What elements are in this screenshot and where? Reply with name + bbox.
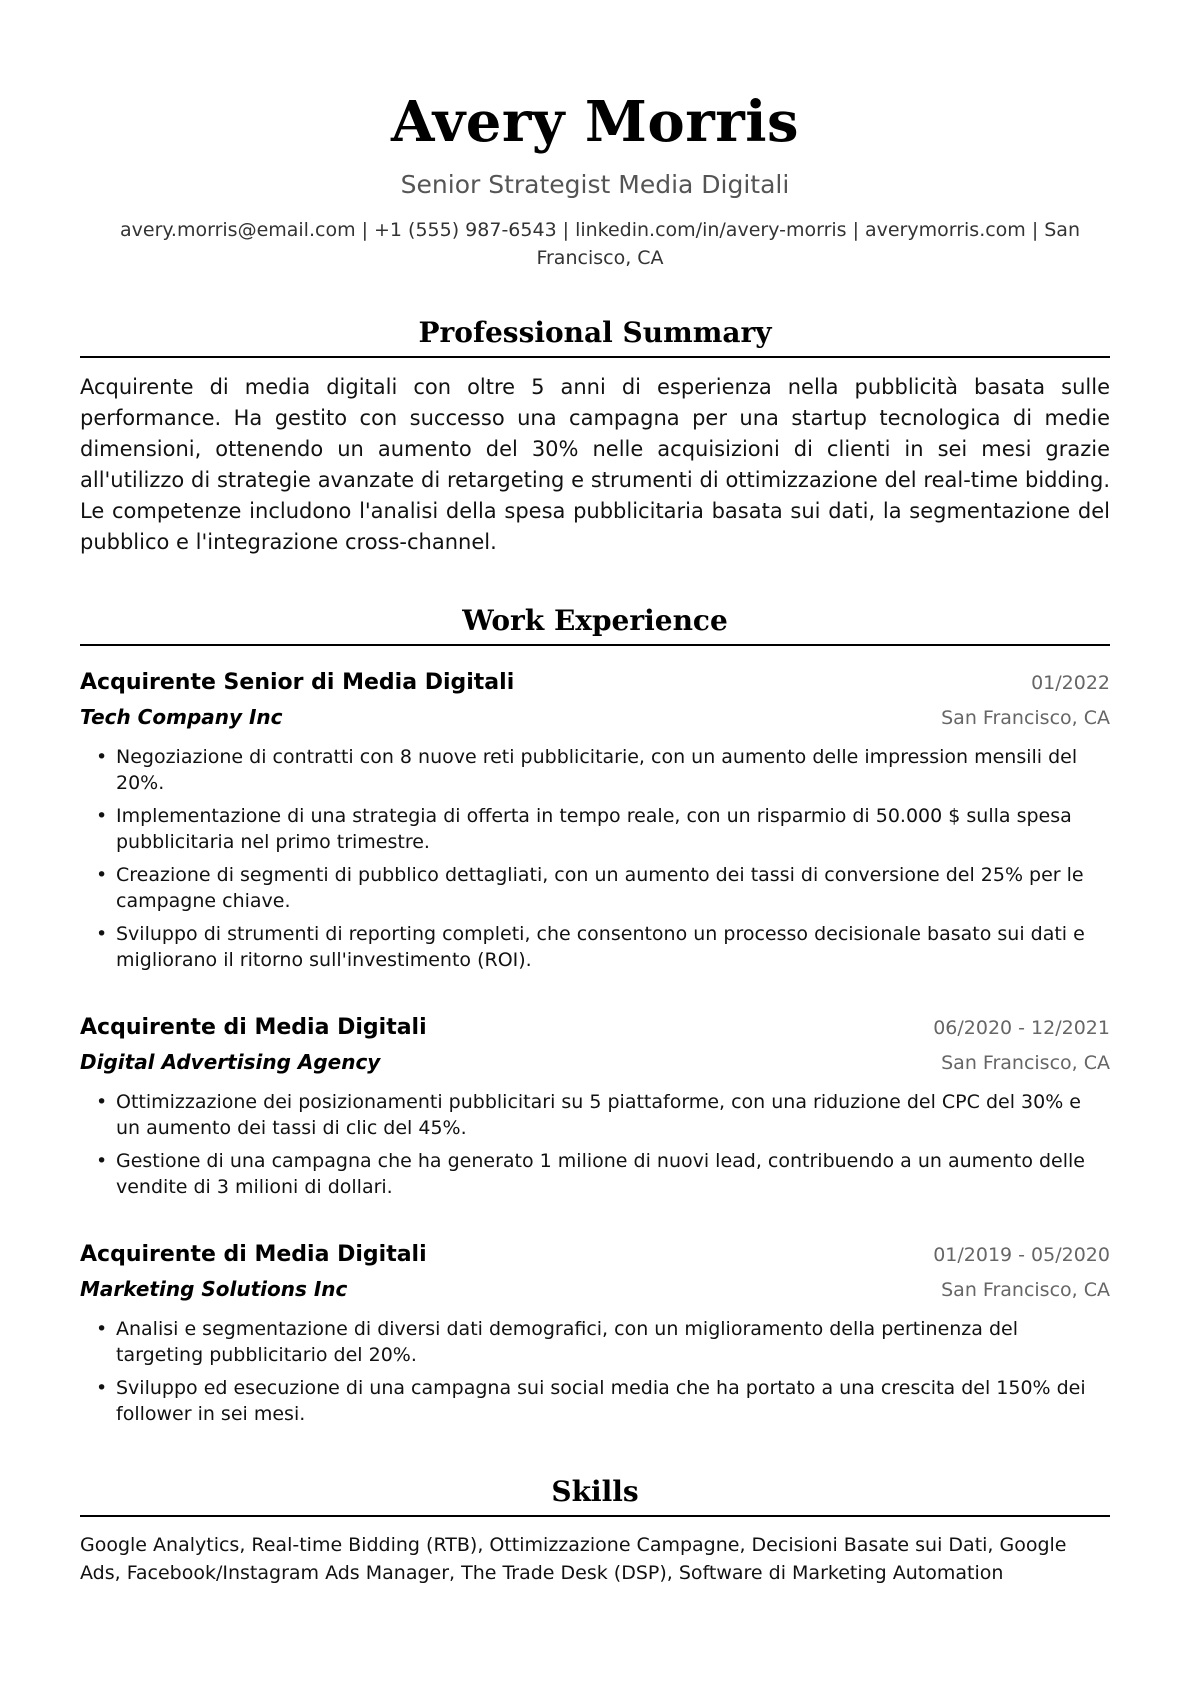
job-bullets [80,1089,1110,1200]
work-experience-section [80,602,1110,1427]
contact-location: San Francisco, CA [536,219,1080,269]
job-bullet: • Negoziazione di contratti con 8 nuove reti pubblicitarie, con un aumento delle impression mensili del 20%. [116,744,1110,796]
job-bullet: • Creazione di segmenti di pubblico dettagliati, con un aumento dei tassi di conversione del 25% per le campagne chiave. [116,862,1110,914]
work-experience-heading: Work Experience [80,602,1110,646]
contact-separator: | [1031,219,1039,241]
skills-text: Google Analytics, Real-time Bidding (RTB), Ottimizzazione Campagne, Decisioni Basate sui Dati, Google Ads, Facebook/Instagram Ads Manager, The Trade Desk (DSP), Software di Marketing Automation [80,1534,1067,1584]
contact-separator: | [852,219,859,241]
summary-heading: Professional Summary [80,314,1110,358]
job-company: Digital Advertising Agency [80,1050,381,1074]
job-date: 01/2022 [1031,672,1110,694]
candidate-name: Avery Morris [390,89,800,155]
summary-text: Acquirente di media digitali con oltre 5 anni di esperienza nella pubblicità basata sulle performance. Ha gestito con successo una campagna per una startup tecnologica di medie dimensioni, ottenendo un aumento del 30% nelle acquisizioni di clienti in sei mesi grazie all'utilizzo di strategie avanzate di retargeting e strumenti di ottimizzazione del real-time bidding. Le competenze includono l'analisi della spesa pubblicitaria basata sui dati, la segmentazione del pubblico e l'integrazione cross-channel. [80,375,1110,554]
job-date: 01/2019 - 05/2020 [933,1244,1110,1266]
job-entry [80,666,1110,973]
job-title: Acquirente di Media Digitali [80,1242,427,1267]
job-bullet: • Implementazione di una strategia di offerta in tempo reale, con un risparmio di 50.000 $ sulla spesa pubblicitaria nel primo trimestre. [116,803,1110,855]
job-bullet: • Gestione di una campagna che ha generato 1 milione di nuovi lead, contribuendo a un aumento delle vendite di 3 milioni di dollari. [116,1148,1110,1200]
job-bullet: • Sviluppo di strumenti di reporting completi, che consentono un processo decisionale basato sui dati e migliorano il ritorno sull'investimento (ROI). [116,921,1110,973]
job-location: San Francisco, CA [941,1052,1110,1074]
job-location: San Francisco, CA [941,707,1110,729]
job-bullet: • Ottimizzazione dei posizionamenti pubblicitari su 5 piattaforme, con una riduzione del CPC del 30% e un aumento dei tassi di clic del 45%. [116,1089,1110,1141]
skills-heading: Skills [80,1473,1110,1517]
job-bullets [80,744,1110,973]
contact-separator: | [361,219,368,241]
job-company: Tech Company Inc [80,705,283,729]
contact-linkedin[interactable]: linkedin.com/in/avery-morris [575,219,847,241]
job-title: Acquirente di Media Digitali [80,1015,427,1040]
candidate-title: Senior Strategist Media Digitali [400,170,790,199]
summary-section [80,314,1110,558]
job-entry [80,1238,1110,1427]
job-location: San Francisco, CA [941,1279,1110,1301]
contact-separator: | [562,219,570,241]
job-company: Marketing Solutions Inc [80,1277,348,1301]
job-entry [80,1011,1110,1200]
contact-email[interactable]: avery.morris@email.com [120,219,356,241]
contact-line [80,216,1120,272]
contact-website[interactable]: averymorris.com [864,219,1026,241]
contact-phone: +1 (555) 987-6543 [374,219,557,241]
job-bullets [80,1316,1110,1427]
job-bullet: • Analisi e segmentazione di diversi dati demografici, con un miglioramento della pertinenza del targeting pubblicitario del 20%. [116,1316,1110,1368]
job-date: 06/2020 - 12/2021 [933,1017,1110,1039]
skills-section [80,1473,1110,1587]
job-bullet: • Sviluppo ed esecuzione di una campagna sui social media che ha portato a una crescita del 150% dei follower in sei mesi. [116,1375,1110,1427]
job-title: Acquirente Senior di Media Digitali [80,670,515,695]
resume-header [80,0,1110,272]
